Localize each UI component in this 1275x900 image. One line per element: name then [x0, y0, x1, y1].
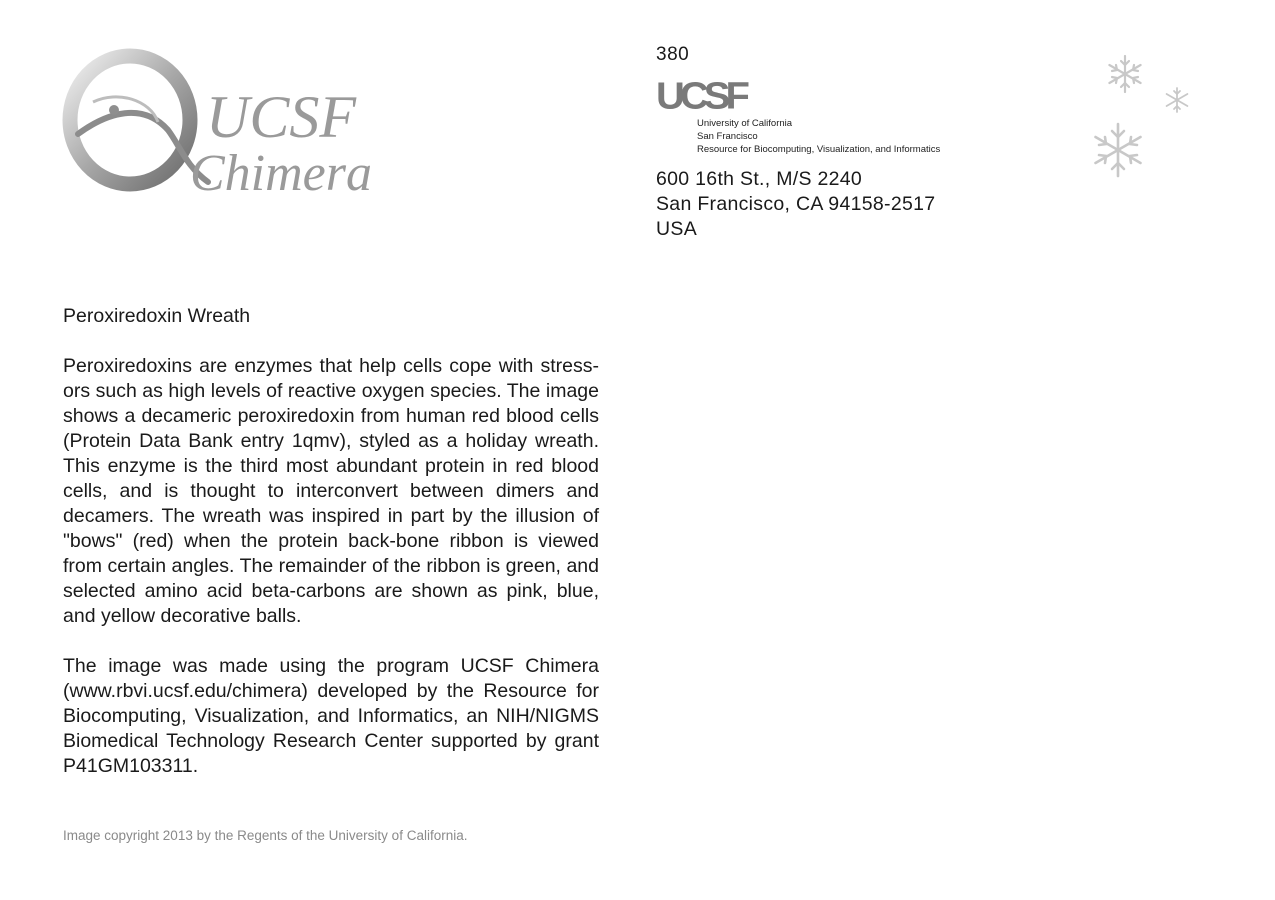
ucsf-mark-text: UCSF: [656, 75, 745, 117]
ucsf-line-resource: Resource for Biocomputing, Visualization, and Informatics: [697, 144, 941, 155]
snowflake-icon: [1096, 124, 1141, 176]
mailing-address: [656, 167, 935, 242]
logo-brand-ucsf: UCSF: [206, 84, 356, 150]
page-number: 380: [656, 44, 690, 65]
credits-paragraph: The image was made using the program UCSF Chimera (www.rbvi.ucsf.edu/chimera) developed by the Resource for Biocomputing, Visualization, and Informatics, an NIH/NIGMS Biomedical Technology Research Center supported by grant P41GM103311.: [63, 655, 599, 777]
ucsf-line-university: University of California: [697, 118, 793, 129]
card-title: Peroxiredoxin Wreath: [63, 305, 251, 327]
ucsf-mark: [656, 77, 745, 115]
address-city: San Francisco, CA 94158-2517: [656, 193, 936, 215]
card-text: [63, 304, 599, 804]
ucsf-line-campus: San Francisco: [697, 131, 758, 142]
description-paragraph: Peroxiredoxins are enzymes that help cells cope with stress-ors such as high levels of reactive oxygen species. The image shows a decameric peroxiredoxin from human red blood cells (Protein Data Bank entry 1qmv), styled as a holiday wreath. This enzyme is the third most abundant protein in red blood cells, and is thought to interconvert between dimers and decamers. The wreath was inspired in part by the illusion of "bows" (red) when the protein back-bone ribbon is viewed from certain angles. The remainder of the ribbon is green, and selected amino acid beta-carbons are shown as pink, blue, and yellow decorative balls.: [63, 355, 599, 627]
ucsf-logo: [656, 76, 976, 158]
chimera-q-logo-icon: [58, 42, 398, 202]
snowflake-decoration: [1085, 50, 1200, 185]
address-country: USA: [656, 218, 697, 240]
address-street: 600 16th St., M/S 2240: [656, 168, 863, 190]
logo-brand-chimera: Chimera: [190, 145, 372, 202]
snowflake-icon: [1167, 88, 1188, 112]
chimera-logo: [58, 42, 398, 202]
snowflake-icon: [1109, 56, 1140, 92]
copyright-notice: Image copyright 2013 by the Regents of the University of California.: [63, 828, 468, 843]
